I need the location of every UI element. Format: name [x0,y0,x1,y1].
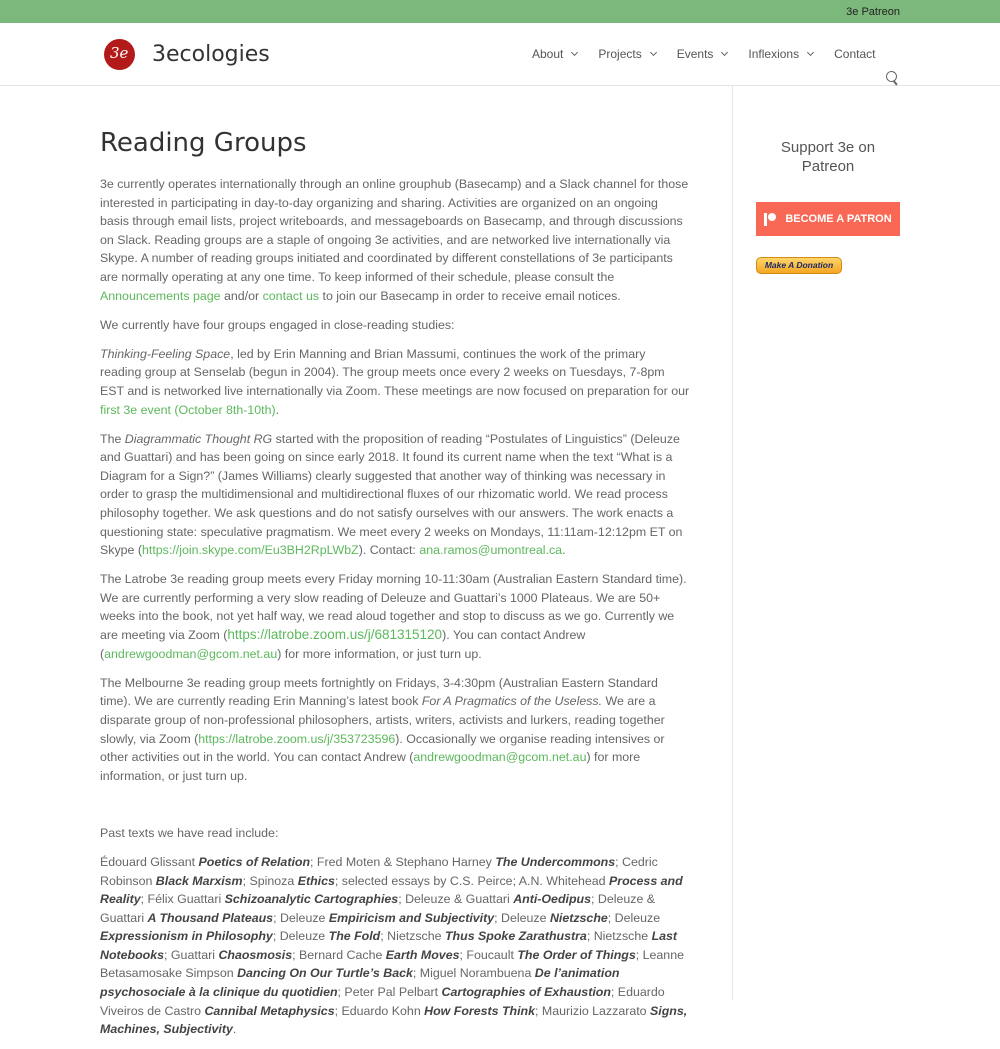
latrobe-zoom-link[interactable]: https://latrobe.zoom.us/j/681315120 [227,627,443,643]
chevron-down-icon [721,49,728,56]
spacer [100,796,690,824]
past-text-title: Dancing On Our Turtle’s Back [237,966,413,981]
patreon-icon [764,213,777,226]
past-text-title: Process and Reality [100,873,683,907]
search-icon[interactable] [886,71,897,82]
announcements-link[interactable]: Announcements page [100,288,221,303]
four-groups-paragraph: We currently have four groups engaged in close-reading studies: [100,317,455,332]
chevron-down-icon [807,49,814,56]
past-texts-intro: Past texts we have read include: [100,825,279,840]
past-text-end: . [232,1022,237,1037]
nav-contact[interactable] [834,47,875,61]
past-text-author: ; Deleuze [273,910,329,925]
past-text-title: Empiricism and Subjectivity [328,910,495,925]
past-text-author: ; Foucault [459,947,518,962]
andrew-email-link[interactable]: andrewgoodman@gcom.net.au [413,750,587,765]
first-event-link[interactable]: first 3e event (October 8th-10th) [100,402,276,417]
past-text-title: A Thousand Plateaus [147,910,274,925]
dtrg-text: ). Contact: [358,543,420,558]
dtrg-text: started with the proposition of reading “Postulates of Linguistics” (Deleuze and Guattari) and has been going on since early 2018. It found its current name when the text “What is a Diagram for a Sign?” (James Williams) clearly suggested that another way of thinking was necessary in order to grasp the multidimensional and multidirectional fluxes of our rhizomatic world. We read process philosophy together. We ask questions and do not satisfy ourselves with our answers. The work enacts a questioning state: speculative pragmatism. We meet every 2 weeks on Mondays, 11:11am-12:12pm ET on Skype ( [100,431,683,558]
intro-text: and/or [220,288,263,303]
past-text-title: The Undercommons [495,854,616,869]
past-text-author: ; Miguel Norambuena [412,966,535,981]
past-text-author: ; Peter Pal Pelbart [337,985,442,1000]
main-nav [532,47,896,61]
site-header [0,23,1000,86]
donate-button[interactable]: Make A Donation [756,257,842,274]
melbourne-zoom-link[interactable]: https://latrobe.zoom.us/j/353723596 [198,731,396,746]
tfs-text: . [275,402,280,417]
past-text-title: Chaosmosis [218,947,293,962]
latrobe-text: ). You can contact Andrew ( [100,628,586,661]
site-logo[interactable] [104,39,135,70]
top-bar [0,0,1000,23]
latrobe-text: The Latrobe 3e reading group meets every Friday morning 10-11:30am (Australian Eastern Standard time). We are currently performing a very slow reading of Deleuze and Guattari’s 1000 Plateaus. We are 50+ weeks into the book, not yet half way, we read aloud together and stop to discuss as we go. Currently we are meeting via Zoom ( [100,572,687,643]
past-text-author: ; Deleuze [607,910,661,925]
past-text-title: The Fold [328,929,381,944]
latrobe-paragraph [100,570,690,663]
andrew-email-link[interactable]: andrewgoodman@gcom.net.au [104,646,278,661]
past-text-author: ; Leanne Betasamosake Simpson [100,947,684,981]
nav-inflexions-label: Inflexions [748,47,800,61]
melbourne-text: ) for more information, or just turn up. [100,750,641,783]
past-text-author: ; Guattari [164,947,219,962]
become-patron-label: BECOME A PATRON [785,213,892,225]
latrobe-text: ) for more information, or just turn up. [277,646,482,661]
melbourne-book-title: For A Pragmatics of the Useless. [421,694,603,709]
past-text-author: ; Maurizio Lazzarato [535,1003,651,1018]
past-text-title: Expressionism in Philosophy [100,929,273,944]
past-text-title: Nietzsche [549,910,608,925]
past-text-author: ; Spinoza [242,873,298,888]
chevron-down-icon [650,49,657,56]
melbourne-text: ). Occasionally we organise reading intensives or other activities out in the world. You can contact Andrew ( [100,731,665,765]
tfs-paragraph [100,345,690,419]
past-text-author: ; Deleuze [272,929,329,944]
past-text-author: ; Deleuze & Guattari [398,892,514,907]
past-text-title: Schizoanalytic Cartographies [224,892,399,907]
ana-email-link[interactable]: ana.ramos@umontreal.ca [419,543,563,558]
past-text-title: Cartographies of Exhaustion [441,985,611,1000]
nav-events-label: Events [676,47,714,61]
tfs-title: Thinking-Feeling Space [100,346,231,361]
past-text-title: Cannibal Metaphysics [204,1003,335,1018]
contact-us-link[interactable]: contact us [262,288,320,303]
past-text-author: ; Félix Guattari [140,892,225,907]
past-text-title: Anti-Oedipus [513,892,591,907]
page-title: Reading Groups [100,128,307,158]
past-text-author: ; Deleuze [494,910,550,925]
become-patron-button[interactable] [756,202,900,236]
intro-text: to join our Basecamp in order to receive email notices. [319,288,621,303]
nav-about[interactable] [532,47,577,61]
site-brand[interactable]: 3ecologies [152,42,270,67]
past-texts-list [100,853,690,1039]
past-text-title: Black Marxism [155,873,243,888]
past-text-author: ; Bernard Cache [292,947,386,962]
sidebar [756,138,900,274]
nav-events[interactable] [677,47,728,61]
melbourne-text: We are a disparate group of non-professional philosophers, artists, writers, activists and lurkers, reading together slowly, via Zoom ( [100,694,665,746]
main-content [100,128,690,1049]
nav-projects[interactable] [598,47,655,61]
past-text-author: ; Eduardo Viveiros de Castro [100,985,665,1018]
nav-contact-label: Contact [834,47,876,61]
past-text-author: ; Eduardo Kohn [334,1003,425,1018]
past-text-title: Earth Moves [385,947,460,962]
past-text-title: The Order of Things [517,947,636,962]
past-text-author: ; Deleuze & Guattari [100,892,656,925]
past-text-title: How Forests Think [424,1003,535,1018]
melbourne-text: The Melbourne 3e reading group meets fortnightly on Fridays, 3-4:30pm (Australian Eastern Standard time). We are currently reading Erin Manning’s latest book [100,675,658,709]
past-text-title: Thus Spoke Zarathustra [444,929,587,944]
nav-inflexions[interactable] [748,47,813,61]
past-text-title: Signs, Machines, Subjectivity [100,1003,688,1037]
dtrg-text: . [562,543,566,558]
past-text-author: ; Cedric Robinson [100,854,658,888]
past-text-author: ; Nietzsche [380,929,445,944]
tfs-text: , led by Erin Manning and Brian Massumi, continues the work of the primary reading group at Senselab (begun in 2004). The group meets once every 2 weeks on Tuesdays, 7-8pm EST and is networked live internationally via Zoom. These meetings are now focused on preparation for our [100,346,690,398]
past-text-author: ; selected essays by C.S. Peirce; A.N. Whitehead [334,873,609,888]
past-text-title: Last Notebooks [100,929,678,962]
past-text-author: ; Nietzsche [586,929,652,944]
melbourne-paragraph [100,674,690,786]
nav-projects-label: Projects [598,47,642,61]
dtrg-text: The [100,431,125,446]
nav-about-label: About [532,47,564,61]
intro-paragraph [100,175,690,305]
past-text-author: Édouard Glissant [100,854,199,869]
chevron-down-icon [571,49,578,56]
logo-glyph: 3e [110,44,129,62]
intro-text: 3e currently operates internationally through an online grouphub (Basecamp) and a Slack channel for those interested in participating in day-to-day organizing and sharing. Activities are organized on an ongoing basis through email lists, project writeboards, and messageboards on Basecamp, and through discussions on Slack. Reading groups are a staple of ongoing 3e activities, and are networked live internationally via Skype. A number of reading groups initiated and coordinated by different constellations of 3e participants are normally operating at any one time. To keep informed of their schedule, please consult the [100,177,689,284]
dtrg-paragraph [100,430,690,560]
past-text-title: De l’animation psychosociale à la clinique du quotidien [100,966,620,1000]
skype-link[interactable]: https://join.skype.com/Eu3BH2RpLWbZ [142,543,359,558]
sidebar-heading: Support 3e on Patreon [780,139,876,175]
past-text-title: Ethics [297,873,335,888]
past-text-title: Poetics of Relation [198,854,311,869]
sidebar-divider [732,86,733,1000]
past-text-author: ; Fred Moten & Stephano Harney [310,854,496,869]
patreon-top-link[interactable]: 3e Patreon [846,5,900,18]
dtrg-title: Diagrammatic Thought RG [124,431,273,446]
